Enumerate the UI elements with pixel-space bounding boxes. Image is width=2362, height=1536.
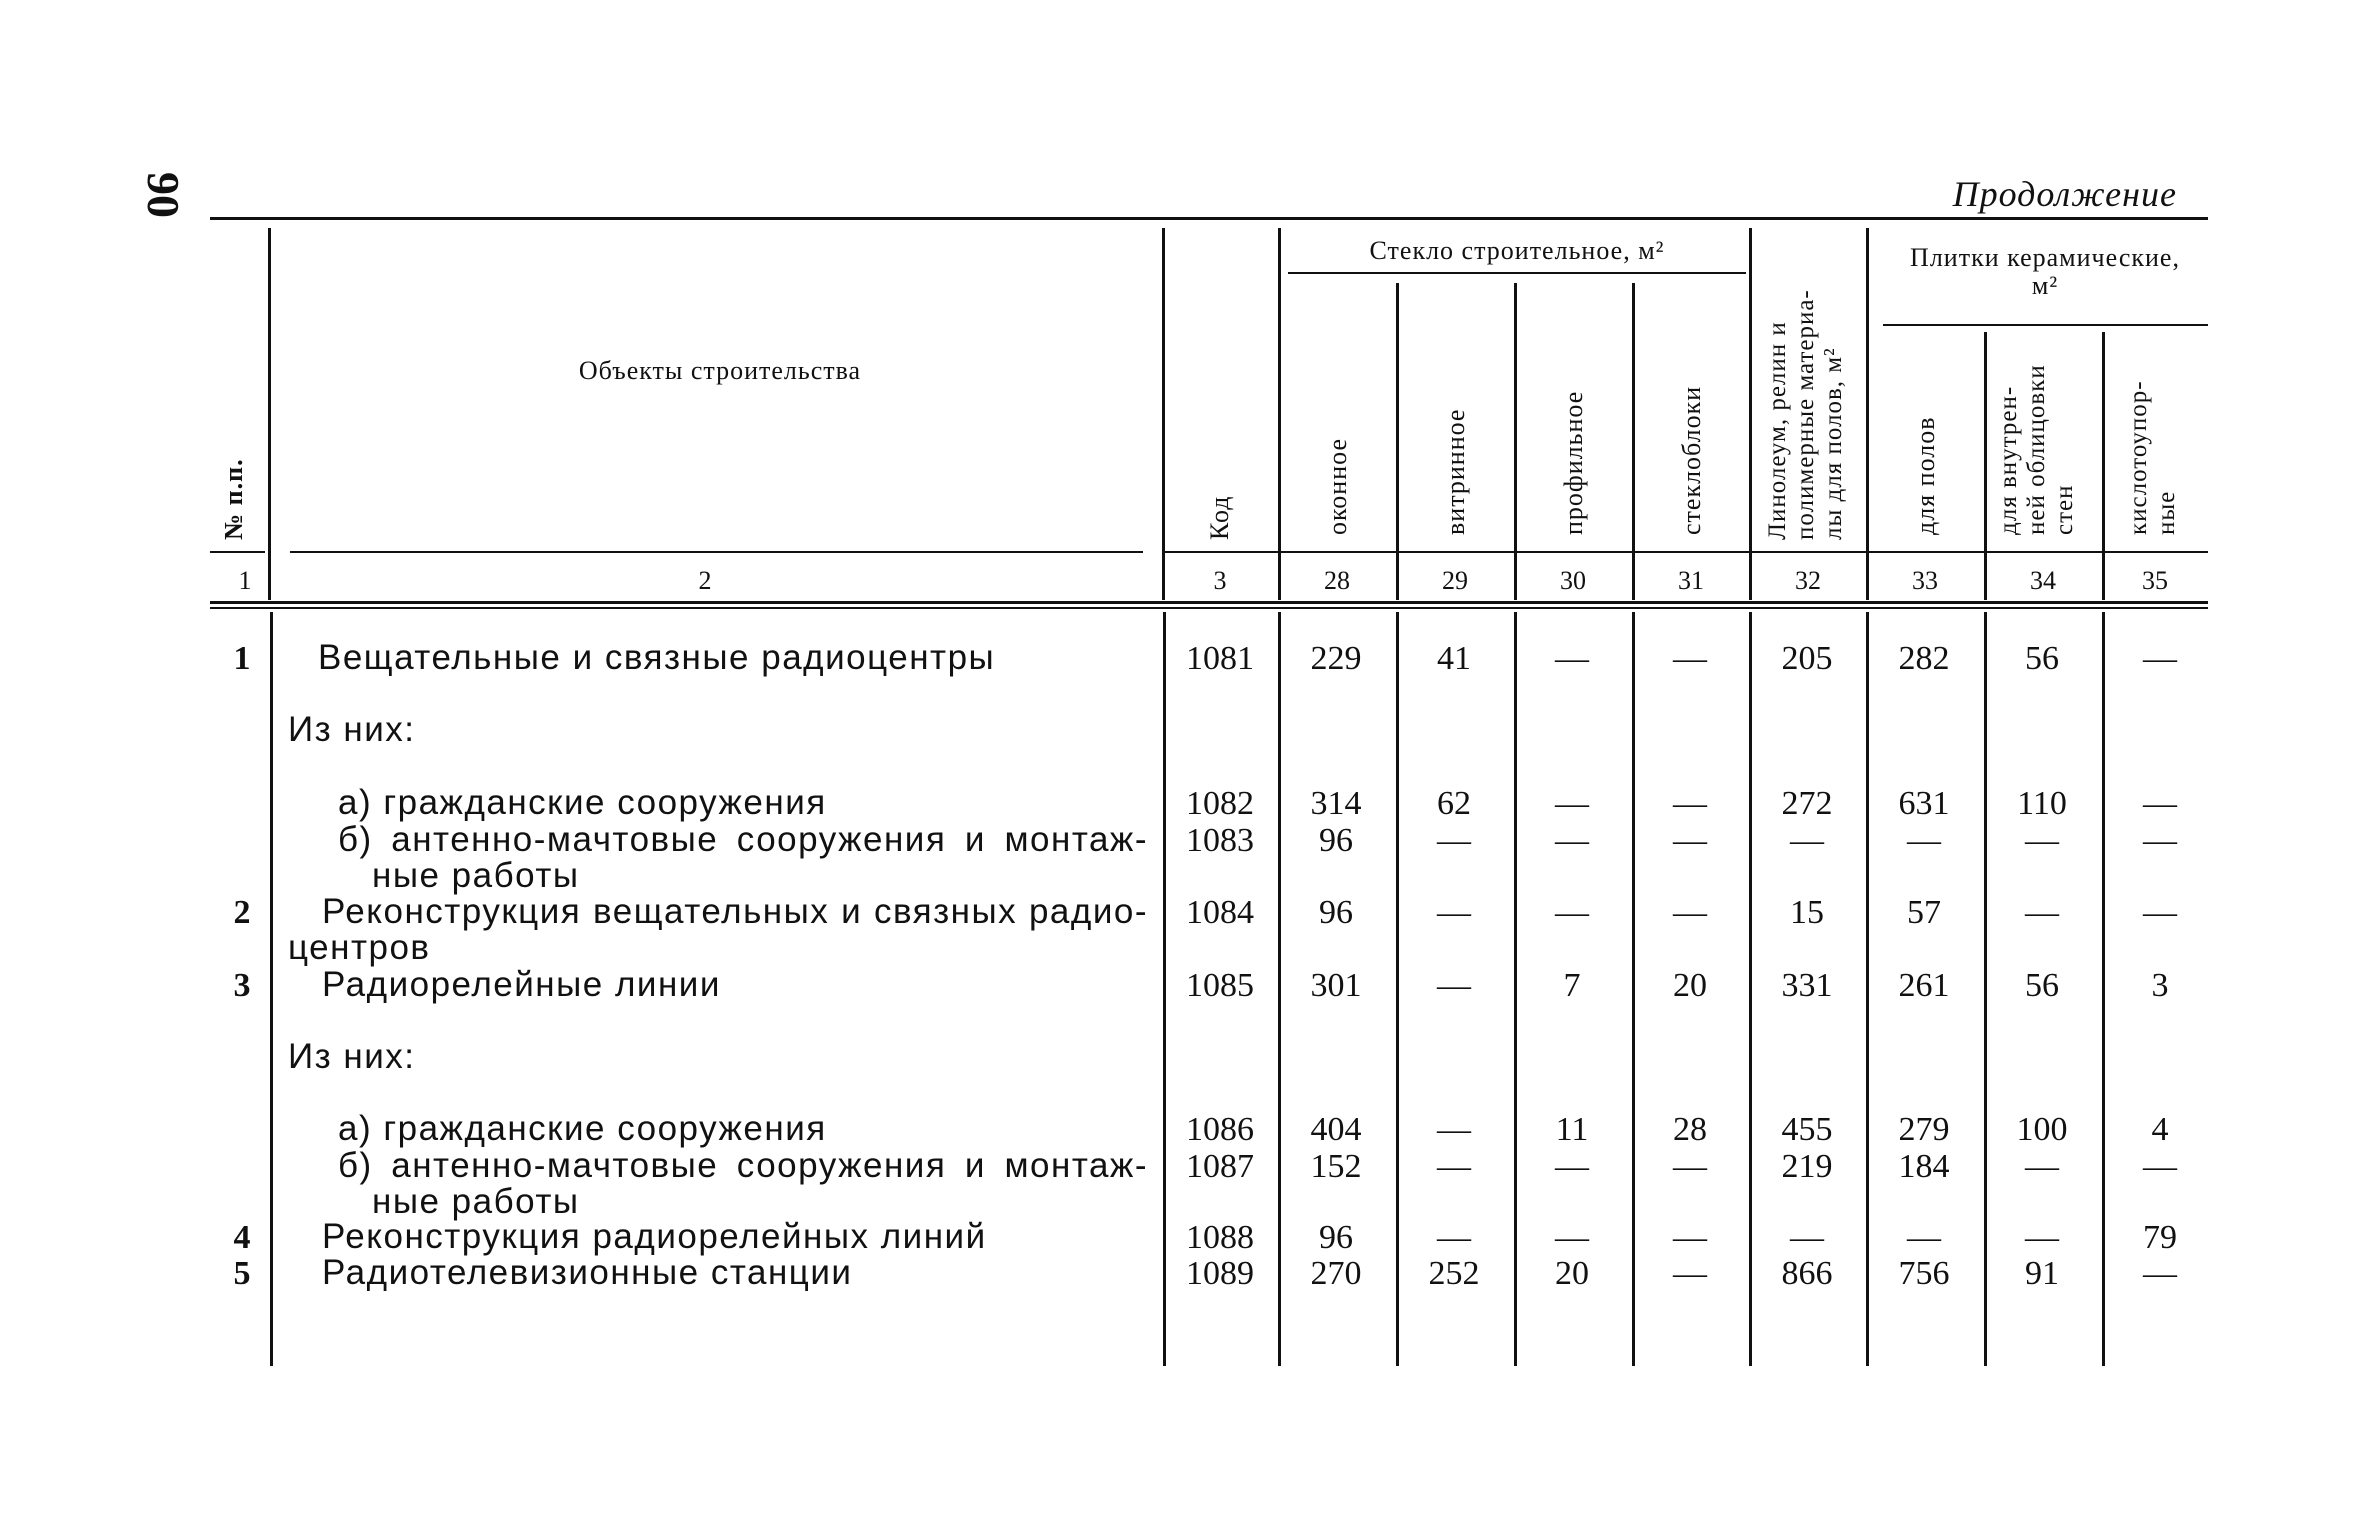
row-value: 96 xyxy=(1319,894,1353,931)
row-value: — xyxy=(1555,785,1589,822)
column-number: 2 xyxy=(698,566,712,595)
row-number: 5 xyxy=(233,1255,251,1292)
row-object-name: Реконструкция вещательных и связных радио- xyxy=(322,892,1148,931)
row-value: — xyxy=(1437,1111,1471,1148)
row-number: 3 xyxy=(233,967,251,1004)
row-code: 1085 xyxy=(1186,967,1254,1004)
row-value: 96 xyxy=(1319,1219,1353,1256)
row-value: 57 xyxy=(1907,894,1941,931)
row-value: — xyxy=(2143,785,2177,822)
column-number: 1 xyxy=(238,566,252,595)
row-value: 96 xyxy=(1319,822,1353,859)
header-rule xyxy=(290,551,1143,553)
row-value: — xyxy=(1673,894,1707,931)
row-value: — xyxy=(1673,785,1707,822)
row-code: 1088 xyxy=(1186,1219,1254,1256)
column-divider xyxy=(1632,283,1635,600)
row-value: — xyxy=(1437,1219,1471,1256)
row-value: — xyxy=(1907,822,1941,859)
row-value: 41 xyxy=(1437,640,1471,677)
header-linoleum-line: полимерные материа- xyxy=(1792,289,1819,540)
row-value: — xyxy=(1907,1219,1941,1256)
header-linoleum-line: Линолеум, релин и xyxy=(1764,321,1791,540)
row-code: 1082 xyxy=(1186,785,1254,822)
row-value: — xyxy=(2025,894,2059,931)
header-rule xyxy=(1163,551,2208,553)
row-object-name: а) гражданские сооружения xyxy=(338,1109,827,1148)
row-value: — xyxy=(1673,1148,1707,1185)
header-tiles-acid xyxy=(2125,380,2181,535)
row-value: — xyxy=(1673,822,1707,859)
row-value: — xyxy=(1437,967,1471,1004)
column-divider xyxy=(1278,228,1281,600)
row-value: 229 xyxy=(1310,640,1362,677)
row-object-name: б) антенно-мачтовые сооружения и монтаж- xyxy=(338,820,1148,859)
header-tiles-floor: для полов xyxy=(1911,416,1940,535)
row-value: 20 xyxy=(1555,1255,1589,1292)
row-value: 272 xyxy=(1781,785,1833,822)
row-value: — xyxy=(2143,894,2177,931)
row-code: 1084 xyxy=(1186,894,1254,931)
row-object-name: Вещательные и связные радиоцентры xyxy=(318,638,996,677)
header-tiles-wall-line: ней облицовки xyxy=(2023,364,2050,535)
column-number: 28 xyxy=(1324,566,1350,595)
header-glass-profile: профильное xyxy=(1559,390,1588,535)
row-number: 2 xyxy=(233,894,251,931)
header-linoleum-line: лы для полов, м² xyxy=(1820,347,1847,540)
colnum-rule xyxy=(210,601,2208,604)
row-code: 1081 xyxy=(1186,640,1254,677)
column-divider xyxy=(1749,228,1752,600)
row-value: 866 xyxy=(1781,1255,1833,1292)
row-object-name: ные работы xyxy=(372,1182,580,1221)
row-value: 404 xyxy=(1310,1111,1362,1148)
row-value: 282 xyxy=(1898,640,1950,677)
row-object-name: центров xyxy=(288,928,431,967)
column-divider xyxy=(1866,228,1869,600)
row-code: 1089 xyxy=(1186,1255,1254,1292)
column-divider xyxy=(1162,228,1165,600)
column-number: 29 xyxy=(1442,566,1468,595)
row-value: — xyxy=(1555,822,1589,859)
header-tiles-wall xyxy=(1995,364,2079,535)
row-value: — xyxy=(1437,1148,1471,1185)
column-number: 3 xyxy=(1213,566,1227,595)
row-value: 301 xyxy=(1310,967,1362,1004)
row-number: 1 xyxy=(233,640,251,677)
colnum-rule xyxy=(210,607,2208,609)
column-divider xyxy=(268,228,271,600)
row-object-name: Реконструкция радиорелейных линий xyxy=(322,1217,987,1256)
row-value: 79 xyxy=(2143,1219,2177,1256)
row-value: 261 xyxy=(1898,967,1950,1004)
continuation-label: Продолжение xyxy=(1952,174,2177,214)
row-value: — xyxy=(1437,894,1471,931)
row-value: — xyxy=(1555,1219,1589,1256)
row-value: — xyxy=(1673,640,1707,677)
row-value: 7 xyxy=(1563,967,1581,1004)
row-value: — xyxy=(1437,822,1471,859)
row-value: 756 xyxy=(1898,1255,1950,1292)
row-value: — xyxy=(2143,1255,2177,1292)
header-code: Код xyxy=(1205,495,1234,540)
row-value: 3 xyxy=(2151,967,2169,1004)
row-value: — xyxy=(1790,1219,1824,1256)
row-value: 11 xyxy=(1555,1111,1589,1148)
header-rule xyxy=(210,551,265,553)
row-value: 279 xyxy=(1898,1111,1950,1148)
header-tiles-acid-line: ные xyxy=(2153,490,2180,535)
column-number: 35 xyxy=(2142,566,2168,595)
row-object-name: ные работы xyxy=(372,856,580,895)
row-value: 110 xyxy=(2017,785,2067,822)
row-value: 56 xyxy=(2025,967,2059,1004)
row-value: 62 xyxy=(1437,785,1471,822)
row-value: 331 xyxy=(1781,967,1833,1004)
row-value: — xyxy=(1673,1255,1707,1292)
row-value: — xyxy=(1555,640,1589,677)
row-value: — xyxy=(2143,822,2177,859)
row-object-name: Из них: xyxy=(288,1037,416,1076)
row-object-name: а) гражданские сооружения xyxy=(338,783,827,822)
column-number: 30 xyxy=(1560,566,1586,595)
header-row-number: № п.п. xyxy=(219,458,248,540)
header-linoleum xyxy=(1764,289,1848,540)
row-object-name: б) антенно-мачтовые сооружения и монтаж- xyxy=(338,1146,1148,1185)
row-value: 20 xyxy=(1673,967,1707,1004)
row-value: 455 xyxy=(1781,1111,1833,1148)
row-value: — xyxy=(2025,1148,2059,1185)
row-value: 205 xyxy=(1781,640,1833,677)
header-tiles-line: м² xyxy=(2031,271,2059,300)
header-objects: Объекты строительства xyxy=(578,356,862,385)
column-number: 32 xyxy=(1795,566,1821,595)
column-divider xyxy=(1984,332,1987,600)
column-divider xyxy=(2102,332,2105,600)
row-object-name: Радиорелейные линии xyxy=(322,965,721,1004)
row-object-name: Радиотелевизионные станции xyxy=(322,1253,853,1292)
row-value: — xyxy=(2025,1219,2059,1256)
row-value: 100 xyxy=(2016,1111,2068,1148)
header-tiles-line: Плитки керамические, xyxy=(1910,243,2180,272)
row-code: 1087 xyxy=(1186,1148,1254,1185)
glass-group-rule xyxy=(1288,272,1746,274)
row-value: 91 xyxy=(2025,1255,2059,1292)
page-number: 90 xyxy=(138,172,189,218)
row-value: 56 xyxy=(2025,640,2059,677)
header-glass-window: оконное xyxy=(1323,438,1352,535)
row-value: — xyxy=(2143,640,2177,677)
column-divider xyxy=(270,612,273,1366)
row-value: 252 xyxy=(1428,1255,1480,1292)
header-tiles-wall-line: для внутрен- xyxy=(1995,385,2022,535)
row-value: — xyxy=(2143,1148,2177,1185)
row-value: 270 xyxy=(1310,1255,1362,1292)
column-number: 33 xyxy=(1912,566,1938,595)
column-number: 31 xyxy=(1678,566,1704,595)
row-value: — xyxy=(1790,822,1824,859)
row-value: 28 xyxy=(1673,1111,1707,1148)
row-value: — xyxy=(1555,1148,1589,1185)
table-top-rule xyxy=(210,217,2208,220)
row-code: 1083 xyxy=(1186,822,1254,859)
header-tiles-wall-line: стен xyxy=(2051,484,2078,535)
tiles-group-rule xyxy=(1883,324,2208,326)
row-value: 314 xyxy=(1310,785,1362,822)
row-code: 1086 xyxy=(1186,1111,1254,1148)
row-value: 219 xyxy=(1781,1148,1833,1185)
column-number: 34 xyxy=(2030,566,2056,595)
column-divider xyxy=(1396,283,1399,600)
row-value: 4 xyxy=(2151,1111,2169,1148)
row-value: 152 xyxy=(1310,1148,1362,1185)
row-value: 15 xyxy=(1790,894,1824,931)
header-glass-showcase: витринное xyxy=(1441,408,1470,535)
column-divider xyxy=(1514,283,1517,600)
row-value: 631 xyxy=(1898,785,1950,822)
header-glass-blocks: стеклоблоки xyxy=(1677,385,1706,535)
header-glass-group: Стекло строительное, м² xyxy=(1369,236,1665,265)
row-value: — xyxy=(1555,894,1589,931)
row-number: 4 xyxy=(233,1219,251,1256)
row-value: — xyxy=(2025,822,2059,859)
row-object-name: Из них: xyxy=(288,710,416,749)
header-tiles-acid-line: кислотоупор- xyxy=(2125,380,2152,535)
row-value: — xyxy=(1673,1219,1707,1256)
row-value: 184 xyxy=(1898,1148,1950,1185)
header-tiles-group xyxy=(1880,244,2210,300)
